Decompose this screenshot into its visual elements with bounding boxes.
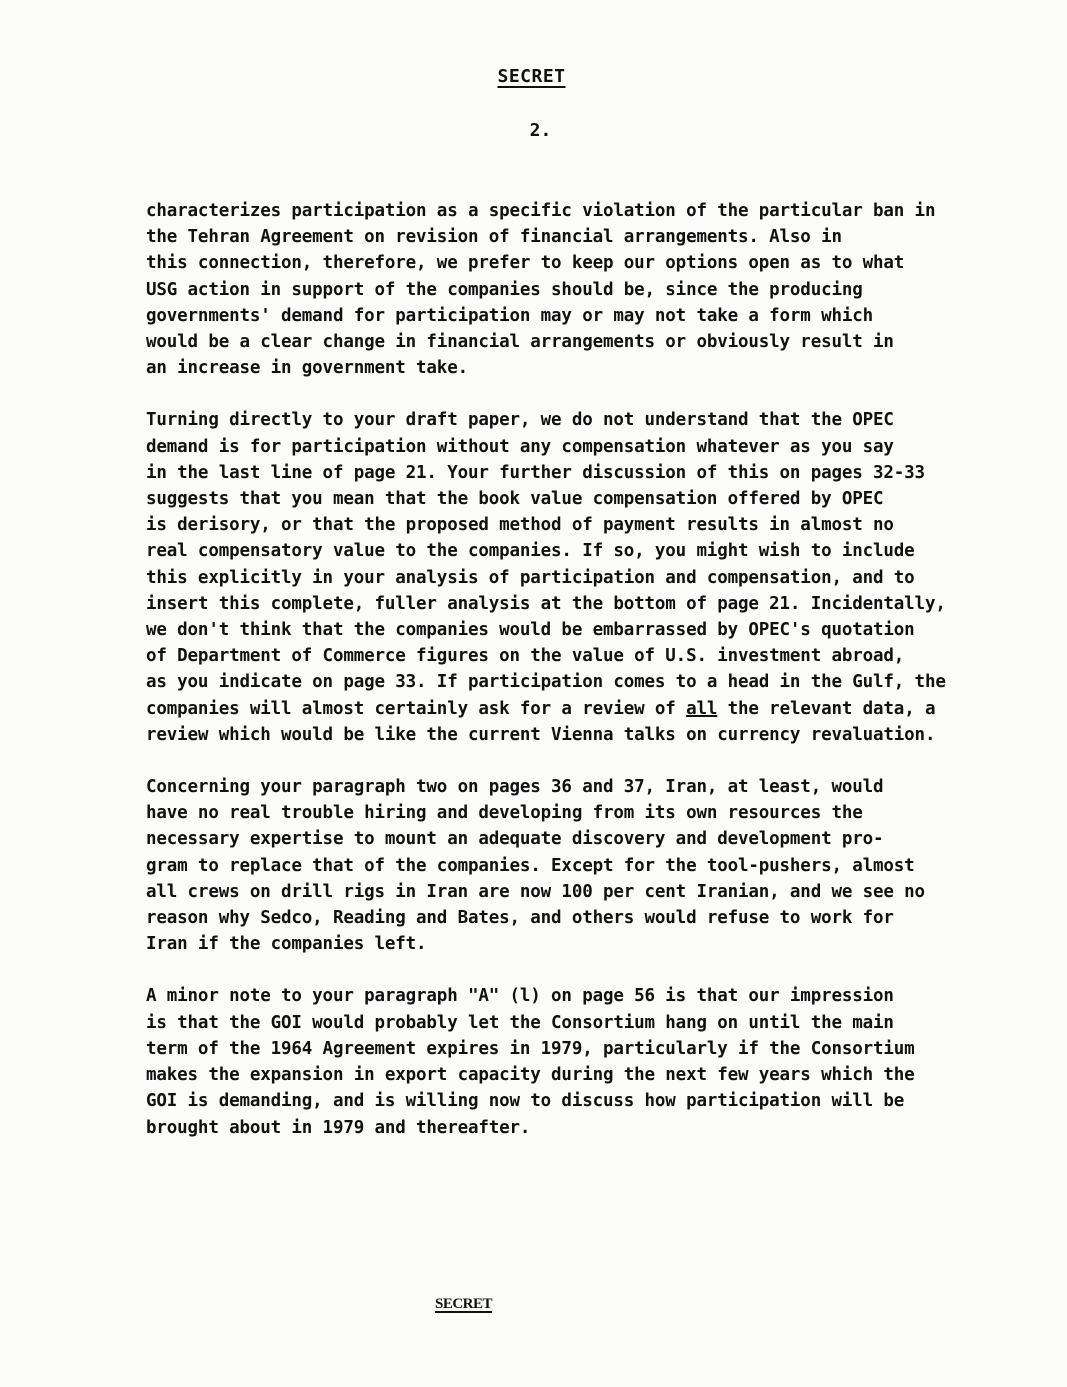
text-line: as you indicate on page 33. If participation comes to a head in the Gulf, the [146, 672, 946, 693]
text-line: governments' demand for participation may or may not take a form which [146, 305, 874, 326]
text-line: reason why Sedco, Reading and Bates, and others would refuse to work for [146, 908, 894, 929]
text-line: characterizes participation as a specific violation of the particular ban in [146, 201, 936, 221]
document-body [146, 198, 956, 1167]
paragraph-consortium-note [146, 983, 956, 1140]
text-line: this connection, therefore, we prefer to keep our options open as to what [146, 253, 905, 274]
text-line: term of the 1964 Agreement expires in 1979, particularly if the Consortium [146, 1038, 915, 1059]
page-number: 2. [529, 120, 552, 141]
text-line: insert this complete, fuller analysis at the bottom of page 21. Incidentally, [146, 593, 946, 614]
text-line: A minor note to your paragraph "A" (l) on page 56 is that our impression [146, 986, 894, 1007]
text-line: of Department of Commerce figures on the value of U.S. investment abroad, [146, 646, 905, 667]
text-line: USG action in support of the companies should be, since the producing [146, 279, 863, 300]
text-segment: companies will almost certainly ask for a review of [146, 698, 687, 719]
text-line: review which would be like the current Vienna talks on currency revaluation. [146, 724, 936, 745]
text-line: suggests that you mean that the book value compensation offered by OPEC [146, 489, 884, 510]
text-line: is that the GOI would probably let the Consortium hang on until the main [146, 1012, 894, 1033]
text-line: the Tehran Agreement on revision of financial arrangements. Also in [146, 227, 842, 248]
text-line: necessary expertise to mount an adequate discovery and development pro- [146, 829, 884, 850]
text-line: have no real trouble hiring and developing from its own resources the [146, 803, 863, 824]
text-line: GOI is demanding, and is willing now to discuss how participation will be [146, 1091, 905, 1112]
text-line: makes the expansion in export capacity during the next few years which the [146, 1065, 915, 1086]
text-segment: the relevant data, a [717, 698, 936, 719]
classification-footer [0, 1296, 1067, 1313]
text-line: brought about in 1979 and thereafter. [146, 1117, 531, 1138]
text-line: Turning directly to your draft paper, we do not understand that the OPEC [146, 410, 894, 431]
underlined-word: all [686, 698, 718, 719]
text-line: this explicitly in your analysis of participation and compensation, and to [146, 567, 915, 588]
text-line: we don't think that the companies would be embarrassed by OPEC's quotation [146, 620, 915, 641]
text-line: gram to replace that of the companies. Except for the tool-pushers, almost [146, 855, 915, 876]
text-line: Iran if the companies left. [146, 934, 427, 955]
paragraph-draft-paper [146, 407, 956, 748]
text-line: all crews on drill rigs in Iran are now 100 per cent Iranian, and we see no [146, 881, 925, 902]
text-line: Concerning your paragraph two on pages 36 and 37, Iran, at least, would [146, 777, 884, 798]
text-line: an increase in government take. [146, 358, 468, 379]
paragraph-participation-violation [146, 198, 956, 381]
text-line: would be a clear change in financial arrangements or obviously result in [146, 332, 894, 353]
classification-footer-text: SECRET [434, 1296, 493, 1312]
text-line-with-emphasis [146, 696, 956, 722]
text-line: is derisory, or that the proposed method of payment results in almost no [146, 515, 894, 536]
text-line: real compensatory value to the companies. If so, you might wish to include [146, 541, 915, 562]
text-line: in the last line of page 21. Your further discussion of this on pages 32-33 [146, 462, 925, 483]
text-line: demand is for participation without any compensation whatever as you say [146, 436, 894, 457]
classification-header [0, 66, 1067, 87]
paragraph-iran-expertise [146, 774, 956, 957]
classification-header-text: SECRET [497, 66, 566, 87]
